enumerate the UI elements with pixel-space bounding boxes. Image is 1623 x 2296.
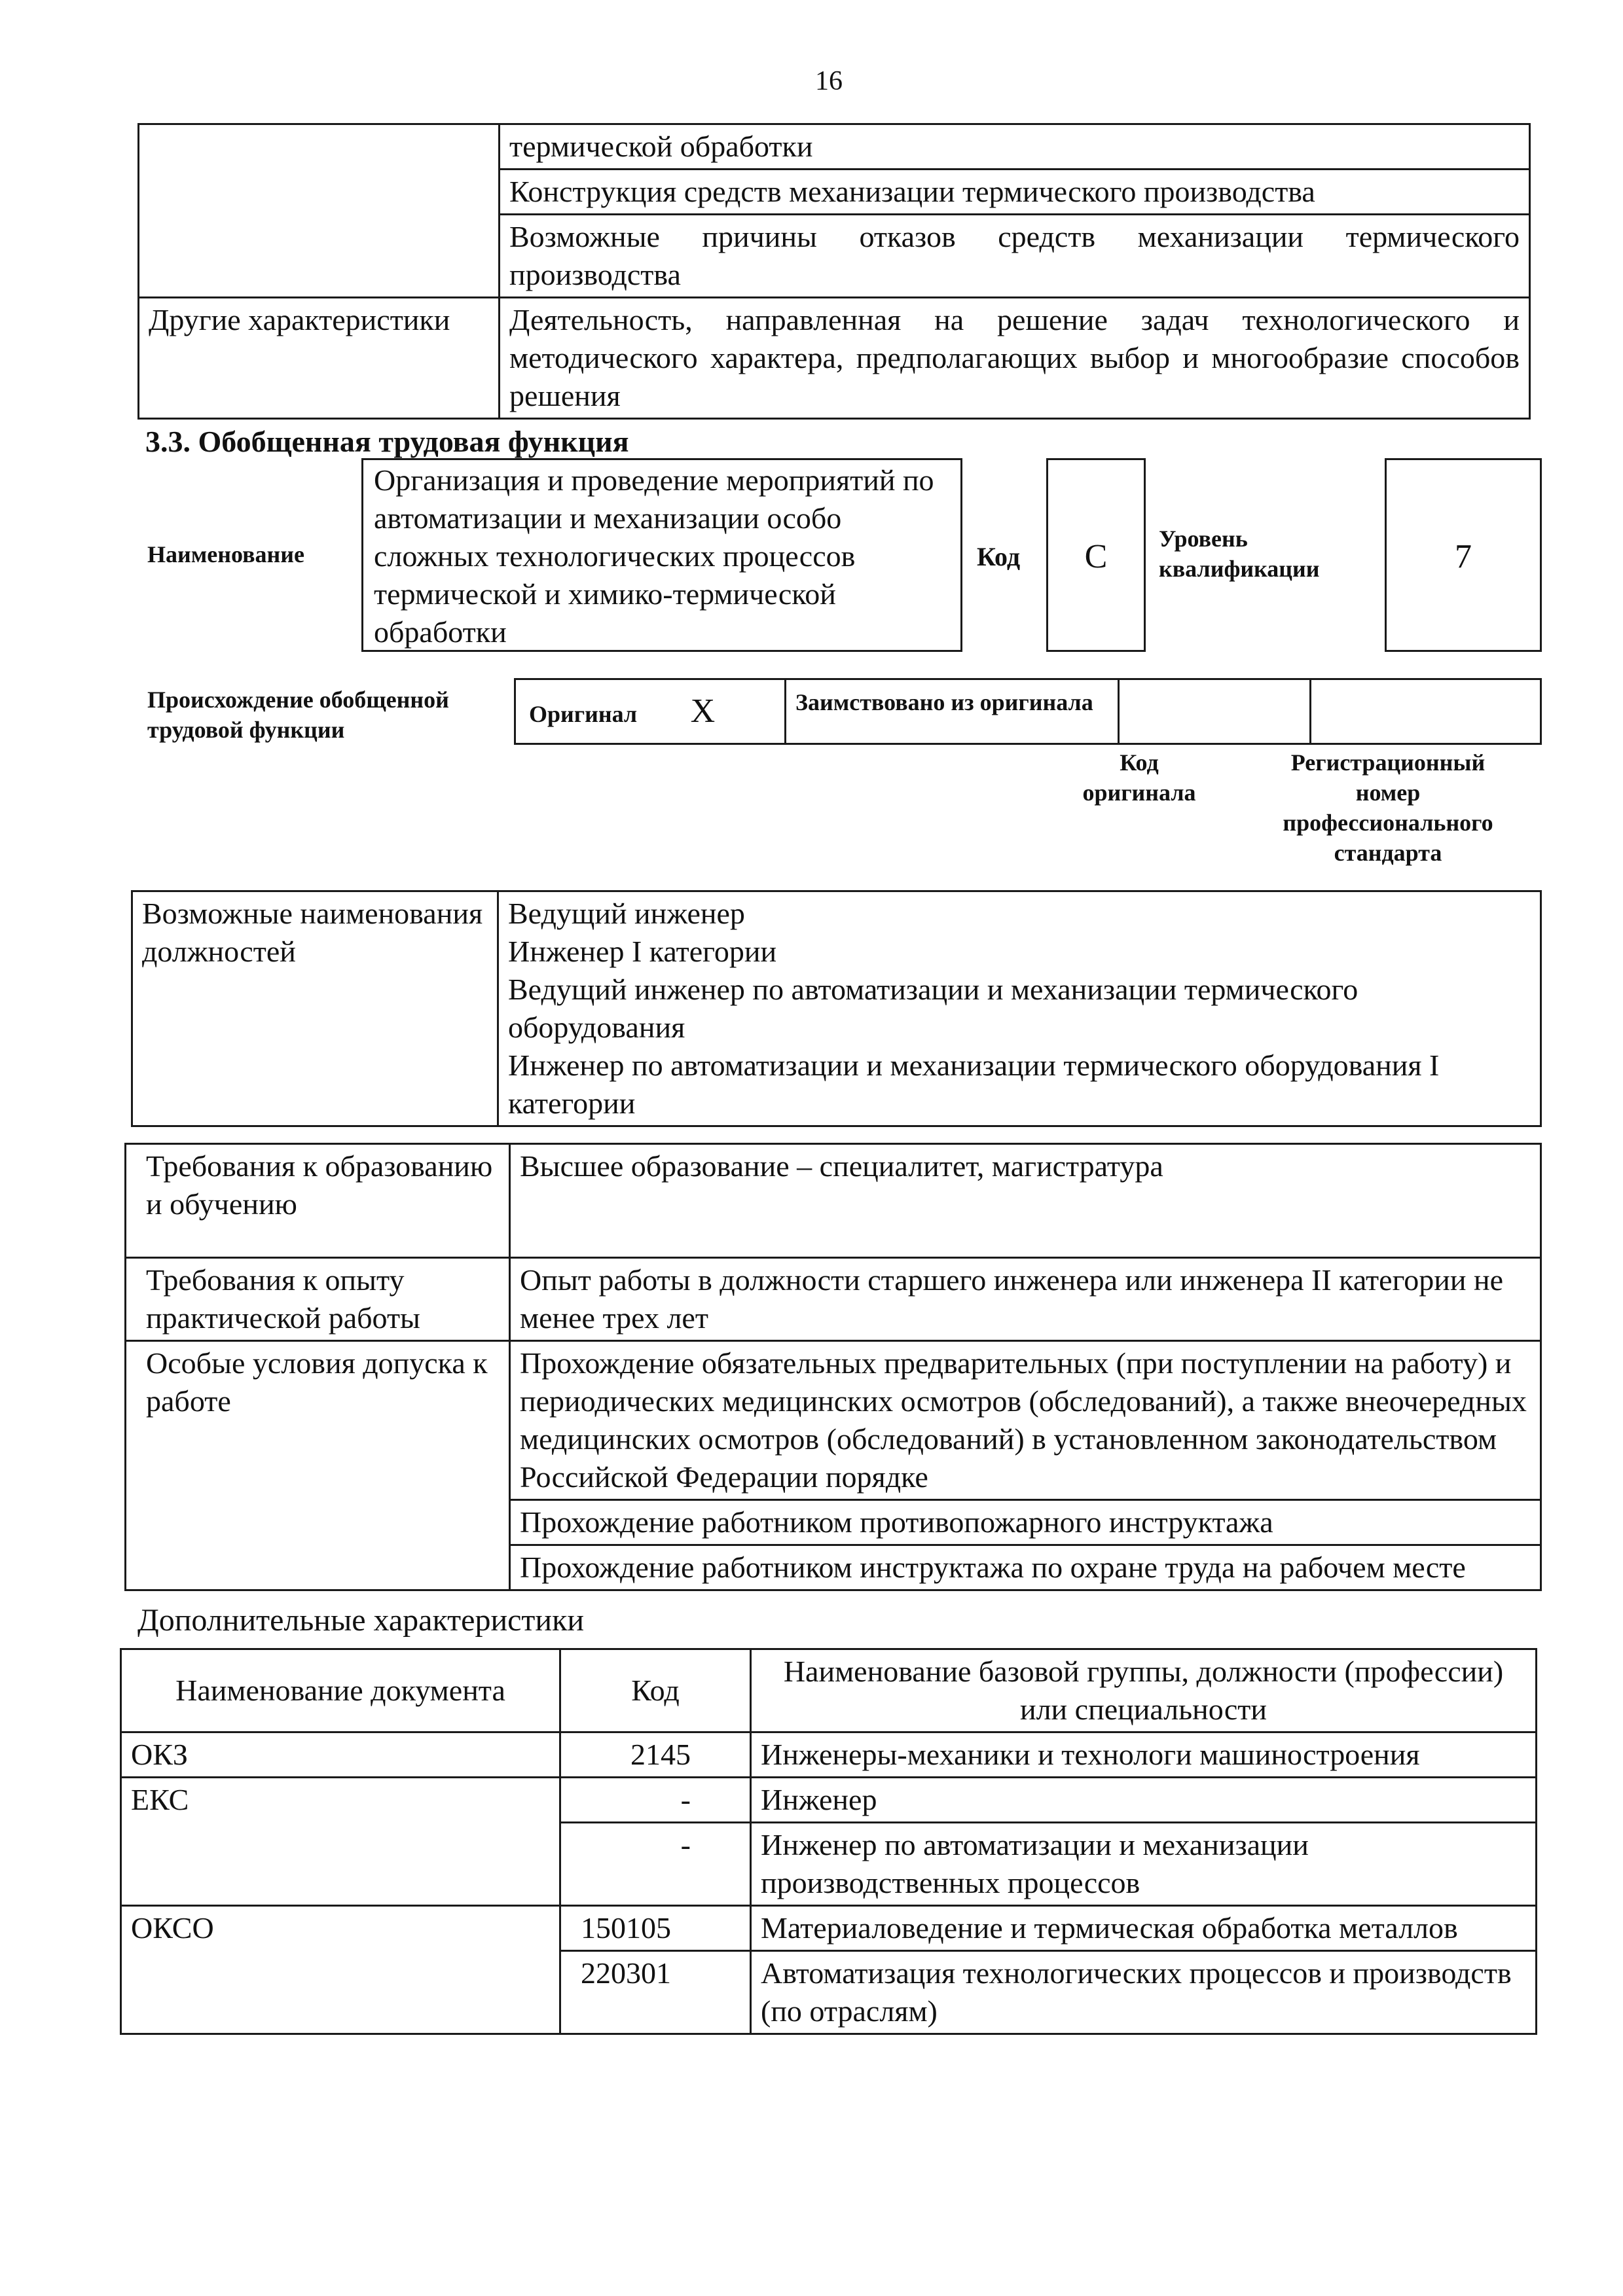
positions-list — [498, 891, 1541, 1126]
origin-borrowed-cell — [786, 679, 1119, 744]
additional-name: Инженер — [751, 1778, 1537, 1823]
additional-title: Дополнительные характеристики — [137, 1603, 585, 1638]
requirements-table — [124, 1143, 1542, 1591]
top-table-empty-label — [139, 124, 500, 298]
origin-table — [514, 678, 1542, 745]
level-label: Уровень квалификации — [1159, 526, 1320, 582]
requirement-label: Особые условия допуска к работе — [126, 1341, 510, 1590]
top-table — [137, 123, 1531, 420]
borrowed-label: Заимствовано из оригинала — [795, 689, 1093, 715]
additional-header: Наименование базовой группы, должности (профессии) или специальности — [751, 1649, 1537, 1732]
original-label: Оригинал — [529, 700, 638, 727]
additional-code: 150105 — [560, 1906, 751, 1951]
origin-original-cell — [515, 679, 786, 744]
name-box — [361, 458, 962, 652]
original-mark: X — [690, 692, 716, 730]
additional-code: 2145 — [560, 1732, 751, 1778]
requirement-label: Требования к опыту практической работы — [126, 1258, 510, 1341]
code-original-caption: Код оригинала — [1082, 749, 1196, 806]
code-box — [1046, 458, 1146, 652]
requirement-value: Высшее образование – специалитет, магистратура — [510, 1144, 1541, 1258]
additional-doc: ОКЗ — [121, 1732, 560, 1778]
positions-label: Возможные наименования должностей — [132, 891, 498, 1126]
page-number: 16 — [815, 66, 843, 96]
code-value: C — [1084, 538, 1108, 575]
requirement-value: Прохождение обязательных предварительных (при поступлении на работу) и периодических медицинских осмотров (обследований), а также внеочередных медицинских осмотров (обследований) в установленном законодательством Российской Федерации порядке — [510, 1341, 1541, 1500]
top-table-label: Другие характеристики — [139, 298, 500, 419]
additional-name: Материаловедение и термическая обработка металлов — [751, 1906, 1537, 1951]
top-table-cell: Конструкция средств механизации термического производства — [500, 170, 1530, 215]
additional-table — [120, 1648, 1537, 2035]
additional-code: 220301 — [560, 1951, 751, 2034]
additional-doc: ЕКС — [121, 1778, 560, 1906]
origin-code-cell — [1119, 679, 1311, 744]
additional-header: Код — [560, 1649, 751, 1732]
name-value: Организация и проведение мероприятий по автоматизации и механизации особо сложных технологических процессов термической и химико-термической обработки — [374, 463, 934, 649]
additional-header: Наименование документа — [121, 1649, 560, 1732]
level-value: 7 — [1455, 538, 1472, 575]
top-table-cell: Деятельность, направленная на решение задач технологического и методического характера, предполагающих выбор и многообразие способов решения — [500, 298, 1530, 419]
requirement-value: Опыт работы в должности старшего инженера или инженера II категории не менее трех лет — [510, 1258, 1541, 1341]
additional-name: Инженеры-механики и технологи машиностроения — [751, 1732, 1537, 1778]
reg-number-caption: Регистрационный номер профессионального стандарта — [1283, 749, 1493, 866]
top-table-cell: Возможные причины отказов средств механизации термического производства — [500, 215, 1530, 298]
section-title: 3.3. Обобщенная трудовая функция — [145, 425, 629, 458]
position-item: Ведущий инженер — [508, 897, 745, 930]
position-item: Ведущий инженер по автоматизации и механизации термического оборудования — [508, 973, 1359, 1044]
additional-name: Инженер по автоматизации и механизации производственных процессов — [751, 1823, 1537, 1906]
position-item: Инженер по автоматизации и механизации термического оборудования I категории — [508, 1049, 1440, 1120]
code-label: Код — [977, 542, 1021, 571]
additional-name: Автоматизация технологических процессов и производств (по отраслям) — [751, 1951, 1537, 2034]
additional-code: - — [560, 1778, 751, 1823]
positions-table — [131, 890, 1542, 1127]
level-box — [1385, 458, 1542, 652]
position-item: Инженер I категории — [508, 935, 777, 968]
origin-reg-cell — [1311, 679, 1541, 744]
origin-label: Происхождение обобщенной трудовой функции — [147, 687, 449, 743]
requirement-value: Прохождение работником противопожарного инструктажа — [510, 1500, 1541, 1545]
name-label: Наименование — [147, 541, 304, 567]
top-table-cell: термической обработки — [500, 124, 1530, 170]
requirement-value: Прохождение работником инструктажа по охране труда на рабочем месте — [510, 1545, 1541, 1590]
requirement-label: Требования к образованию и обучению — [126, 1144, 510, 1258]
additional-doc: ОКСО — [121, 1906, 560, 2034]
additional-code: - — [560, 1823, 751, 1906]
